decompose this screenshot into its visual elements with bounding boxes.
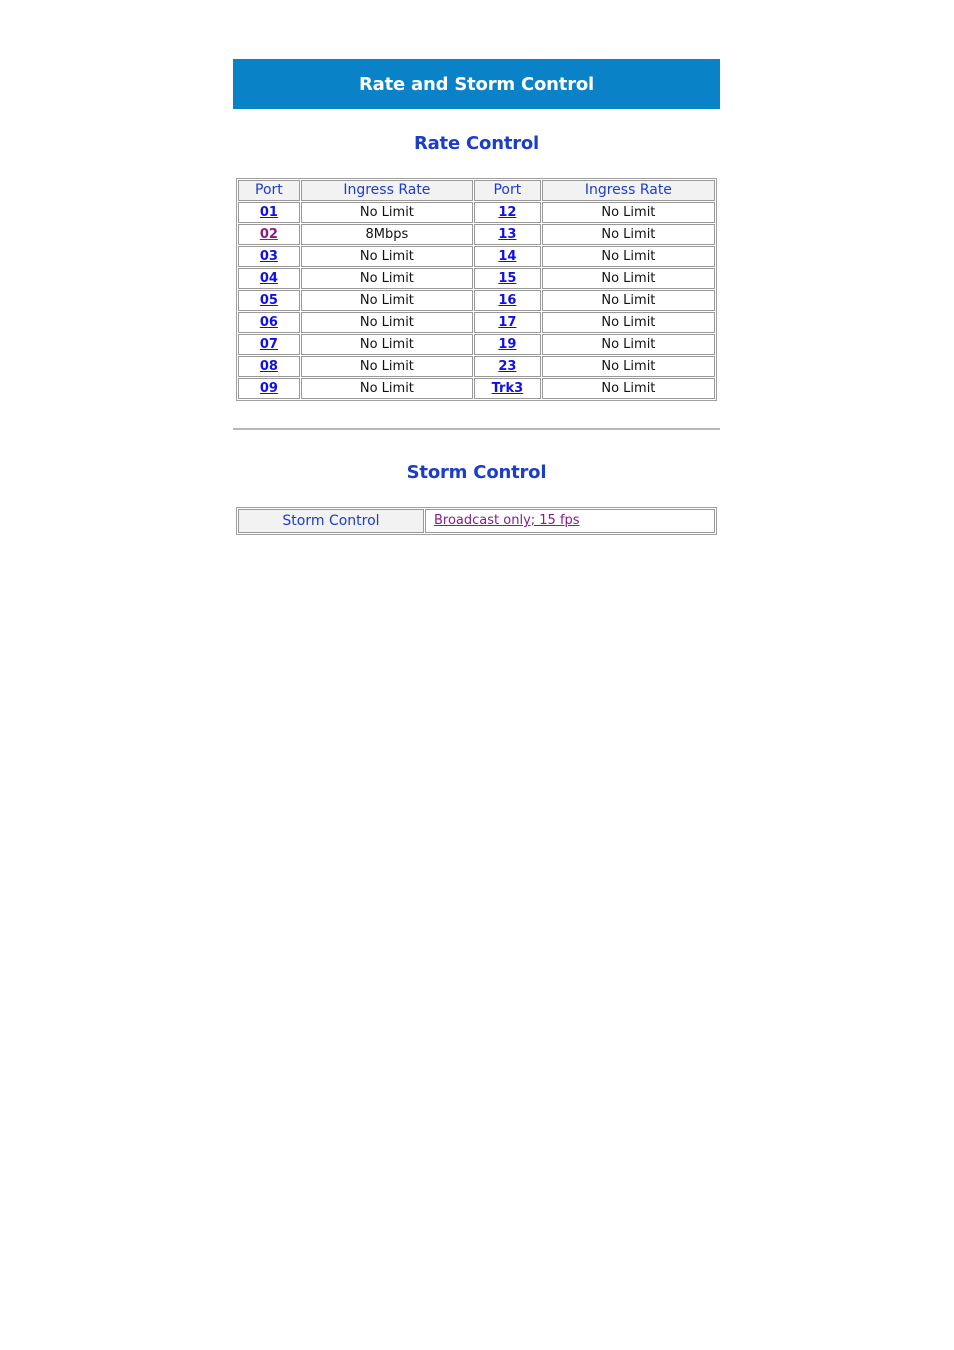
- port-cell: [474, 268, 541, 289]
- ingress-rate-cell: No Limit: [542, 378, 715, 399]
- ingress-rate-cell: No Limit: [301, 246, 473, 267]
- port-cell: [474, 224, 541, 245]
- port-link[interactable]: 04: [259, 271, 278, 286]
- port-link[interactable]: 19: [498, 337, 517, 352]
- port-cell: [474, 246, 541, 267]
- port-cell: [238, 224, 300, 245]
- ingress-rate-cell: No Limit: [542, 290, 715, 311]
- table-row: [238, 312, 715, 333]
- header-ingress-rate-right: Ingress Rate: [542, 180, 715, 201]
- ingress-rate-cell: No Limit: [542, 356, 715, 377]
- port-link[interactable]: 05: [259, 293, 278, 308]
- storm-control-title: Storm Control: [406, 462, 547, 483]
- port-cell: [238, 290, 300, 311]
- port-cell: [238, 268, 300, 289]
- ingress-rate-cell: No Limit: [301, 268, 473, 289]
- port-link[interactable]: 06: [259, 315, 278, 330]
- port-link[interactable]: 12: [498, 205, 517, 220]
- port-cell: [474, 334, 541, 355]
- section-divider: [233, 428, 720, 430]
- port-cell: [474, 378, 541, 399]
- table-row: [238, 290, 715, 311]
- table-row: [238, 334, 715, 355]
- ingress-rate-cell: 8Mbps: [301, 224, 473, 245]
- port-link[interactable]: 15: [498, 271, 517, 286]
- ingress-rate-cell: No Limit: [301, 202, 473, 223]
- header-ingress-rate-left: Ingress Rate: [301, 180, 473, 201]
- port-link[interactable]: 09: [259, 381, 278, 396]
- ingress-rate-cell: No Limit: [301, 378, 473, 399]
- ingress-rate-cell: No Limit: [542, 268, 715, 289]
- table-header-row: [238, 180, 715, 201]
- page-banner: [233, 59, 720, 109]
- ingress-rate-cell: No Limit: [542, 246, 715, 267]
- header-port-left: Port: [238, 180, 300, 201]
- port-link[interactable]: 13: [498, 227, 517, 242]
- port-link[interactable]: 17: [498, 315, 517, 330]
- ingress-rate-cell: No Limit: [542, 334, 715, 355]
- port-cell: [238, 246, 300, 267]
- ingress-rate-cell: No Limit: [301, 356, 473, 377]
- port-cell: [238, 202, 300, 223]
- ingress-rate-cell: No Limit: [542, 224, 715, 245]
- port-link[interactable]: 08: [259, 359, 278, 374]
- table-row: [238, 246, 715, 267]
- table-row: [238, 356, 715, 377]
- banner-title: Rate and Storm Control: [358, 73, 595, 95]
- table-row: [238, 224, 715, 245]
- table-row: [238, 378, 715, 399]
- port-link[interactable]: 23: [498, 359, 517, 374]
- storm-control-link[interactable]: Broadcast only; 15 fps: [434, 513, 580, 528]
- storm-control-row: [238, 509, 715, 533]
- storm-control-table: [236, 507, 717, 535]
- port-cell: [238, 312, 300, 333]
- port-cell: [474, 312, 541, 333]
- storm-control-label: Storm Control: [238, 509, 424, 533]
- port-link[interactable]: 07: [259, 337, 278, 352]
- header-port-right: Port: [474, 180, 541, 201]
- ingress-rate-cell: No Limit: [542, 312, 715, 333]
- page-container: [233, 59, 720, 535]
- storm-control-value-cell: [425, 509, 715, 533]
- port-link[interactable]: 03: [259, 249, 278, 264]
- port-cell: [474, 290, 541, 311]
- port-cell: [238, 334, 300, 355]
- port-cell: [474, 202, 541, 223]
- port-cell: [238, 378, 300, 399]
- ingress-rate-cell: No Limit: [301, 312, 473, 333]
- port-link[interactable]: 16: [498, 293, 517, 308]
- rate-control-title: Rate Control: [413, 133, 540, 154]
- table-row: [238, 268, 715, 289]
- port-link[interactable]: 02: [259, 227, 278, 242]
- rate-control-table: [236, 178, 717, 401]
- ingress-rate-cell: No Limit: [542, 202, 715, 223]
- port-link[interactable]: 14: [498, 249, 517, 264]
- table-row: [238, 202, 715, 223]
- ingress-rate-cell: No Limit: [301, 290, 473, 311]
- port-cell: [238, 356, 300, 377]
- ingress-rate-cell: No Limit: [301, 334, 473, 355]
- port-link[interactable]: Trk3: [491, 381, 524, 396]
- port-cell: [474, 356, 541, 377]
- port-link[interactable]: 01: [259, 205, 278, 220]
